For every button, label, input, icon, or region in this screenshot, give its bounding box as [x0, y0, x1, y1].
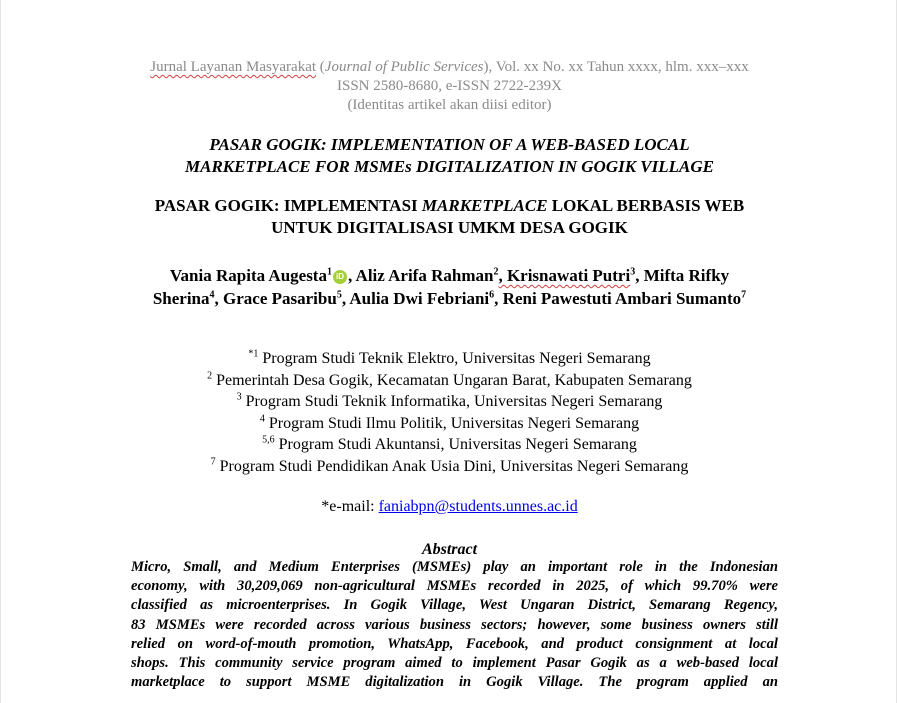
- affiliation-sup: 5,6: [262, 434, 275, 446]
- author-sup: 6: [489, 289, 495, 301]
- affiliation-sup: 3: [236, 391, 242, 403]
- affiliation-line: [1, 413, 897, 435]
- abstract-line: shops. This community service program aimed to implement Pasar Gogik as a web-based local: [131, 655, 778, 672]
- affiliation-sup: *1: [248, 348, 259, 360]
- affiliation-text: Pemerintah Desa Gogik, Kecamatan Ungaran Barat, Kabupaten Semarang: [212, 371, 692, 389]
- title-indonesian-part: PASAR GOGIK: IMPLEMENTASI: [154, 196, 422, 215]
- abstract-body: [131, 558, 778, 692]
- abstract-line: 83 MSMEs were recorded across various business sectors; however, some business owners still: [131, 616, 778, 633]
- affiliation-line: [1, 370, 897, 392]
- title-indonesian-part: LOKAL BERBASIS WEB: [547, 196, 745, 215]
- journal-volume-info: ), Vol. xx No. xx Tahun xxxx, hlm. xxx–xxx: [483, 59, 749, 75]
- issn-line: ISSN 2580-8680, e-ISSN 2722-239X: [337, 78, 562, 94]
- author-name: , Aulia Dwi Febriani: [341, 289, 490, 308]
- affiliation-sup: 2: [207, 370, 213, 382]
- authors-line-1: [1, 264, 897, 287]
- author-sup: 4: [209, 289, 215, 301]
- title-english-line-1: PASAR GOGIK: IMPLEMENTATION OF A WEB-BASED LOCAL: [209, 135, 690, 154]
- authors-line-2: [1, 287, 897, 310]
- author-sup: 7: [741, 289, 747, 301]
- author-sup: 3: [630, 266, 636, 278]
- journal-header: Jurnal Layanan Masyarakat (Journal of Public Services), Vol. xx No. xx Tahun xxxx, hlm. xxx–xxx: [150, 59, 749, 75]
- affiliation-text: Program Studi Ilmu Politik, Universitas Negeri Semarang: [264, 414, 640, 432]
- author-name: , Grace Pasaribu: [214, 289, 337, 308]
- email-line: [1, 497, 897, 517]
- journal-english-name: Journal of Public Services: [324, 59, 484, 75]
- affiliation-text: Program Studi Pendidikan Anak Usia Dini, Universitas Negeri Semarang: [215, 457, 689, 475]
- affiliation-line: [1, 391, 897, 413]
- affiliation-line: [1, 434, 897, 456]
- author-name: , Reni Pawestuti Ambari Sumanto: [494, 289, 742, 308]
- author-sup: 2: [493, 266, 499, 278]
- title-indonesian-line-1: [1, 195, 897, 217]
- affiliation-sup: 7: [210, 456, 216, 468]
- email-link[interactable]: faniabpn@students.unnes.ac.id: [378, 498, 578, 515]
- author-name: , Krisnawati Putri: [498, 266, 631, 285]
- affiliation-line: [1, 348, 897, 370]
- abstract-line: Micro, Small, and Medium Enterprises (MSMEs) play an important role in the Indonesian: [131, 559, 778, 575]
- title-indonesian-italic-word: MARKETPLACE: [421, 196, 548, 215]
- affiliation-sup: 4: [259, 413, 265, 425]
- title-indonesian-line-2: UNTUK DIGITALISASI UMKM DESA GOGIK: [271, 218, 628, 237]
- author-name: Sherina: [152, 289, 210, 308]
- affiliation-text: Program Studi Akuntansi, Universitas Negeri Semarang: [274, 436, 637, 453]
- affiliation-line: [1, 456, 897, 478]
- abstract-line: economy, with 30,209,069 non-agricultural MSMEs recorded in 2025, of which 99.70% were: [131, 578, 778, 595]
- abstract-line: marketplace to support MSME digitalization in Gogik Village. The program applied an: [131, 674, 778, 691]
- affiliation-text: Program Studi Teknik Elektro, Universitas Negeri Semarang: [258, 350, 651, 367]
- editor-note: (Identitas artikel akan diisi editor): [347, 97, 552, 113]
- title-english-line-2: MARKETPLACE FOR MSMEs DIGITALIZATION IN GOGIK VILLAGE: [184, 157, 714, 176]
- orcid-icon[interactable]: iD: [333, 270, 347, 284]
- author-name: Vania Rapita Augesta: [169, 266, 327, 285]
- author-name: , Aliz Arifa Rahman: [347, 266, 494, 285]
- abstract-line: classified as microenterprises. In Gogik Village, West Ungaran District, Semarang Regency,: [131, 597, 778, 614]
- journal-name: Jurnal Layanan Masyarakat: [150, 59, 317, 75]
- affiliation-text: Program Studi Teknik Informatika, Universitas Negeri Semarang: [241, 393, 663, 410]
- author-name: , Mifta Rifky: [635, 266, 730, 285]
- abstract-heading: Abstract: [421, 541, 478, 558]
- email-label: *e-mail:: [321, 498, 379, 515]
- affiliations: [1, 348, 897, 477]
- author-sup: 1: [326, 266, 332, 278]
- abstract-line: relied on word-of-mouth promotion, WhatsApp, Facebook, and product consignment at local: [131, 635, 778, 652]
- author-sup: 5: [336, 289, 342, 301]
